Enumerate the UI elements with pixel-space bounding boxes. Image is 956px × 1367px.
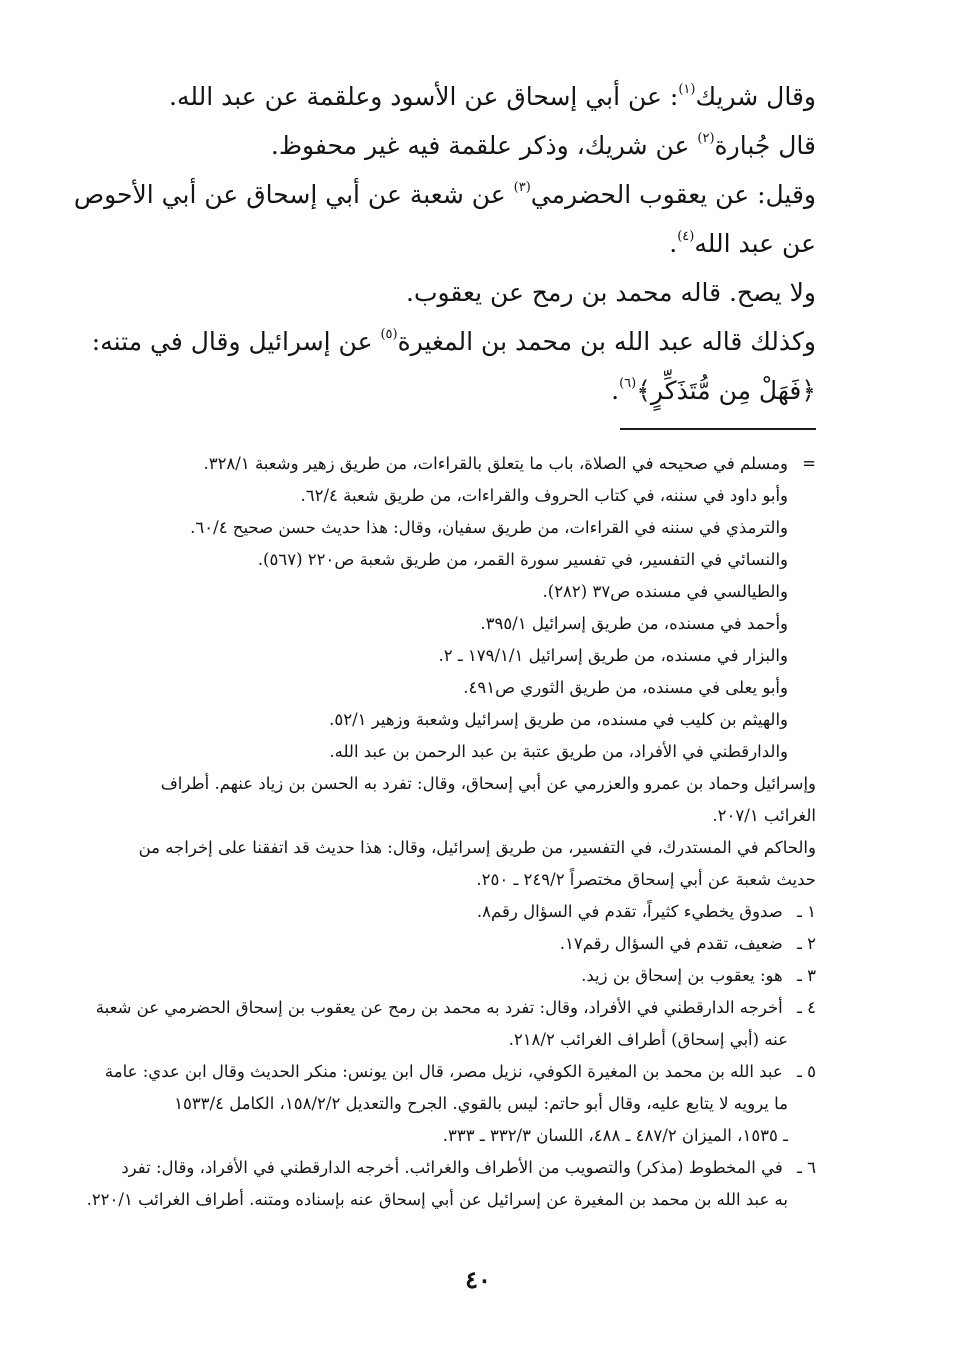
text: عن شريك، وذكر علقمة فيه غير محفوظ. bbox=[270, 131, 698, 160]
text: : عن أبي إسحاق عن الأسود وعلقمة عن عبد الله. bbox=[169, 82, 679, 111]
text: والبزار في مسنده، من طريق إسرائيل ١٧٩/١/١ ـ ٢. bbox=[438, 646, 788, 665]
text: ـ ١٥٣٥، الميزان ٤٨٧/٢ ـ ٤٨٨، اللسان ٣٣٢/٣ ـ ٣٣٣. bbox=[442, 1126, 788, 1145]
footnote-number: ٥ ـ bbox=[797, 1062, 816, 1081]
footnote-ref[interactable]: (٢) bbox=[697, 131, 715, 146]
footnote-line bbox=[108, 512, 816, 544]
text: وأبو داود في سننه، في كتاب الحروف والقراءات، من طريق شعبة ٦٢/٤. bbox=[300, 486, 788, 505]
footnote-line bbox=[108, 576, 816, 608]
footnote-number: ٣ ـ bbox=[797, 966, 816, 985]
text: الغرائب ٢٠٧/١. bbox=[712, 806, 816, 825]
footnote-number: ١ ـ bbox=[797, 902, 816, 921]
footnote-line bbox=[108, 1024, 816, 1056]
quran-verse: ﴿فَهَلْ مِن مُّتَذَكِّرٍ﴾ bbox=[636, 376, 816, 405]
text: ومسلم في صحيحه في الصلاة، باب ما يتعلق بالقراءات، من طريق زهير وشعبة ٣٢٨/١. bbox=[203, 454, 788, 473]
text: والهيثم بن كليب في مسنده، من طريق إسرائيل وشعبة وزهير ٥٢/١. bbox=[329, 710, 788, 729]
text: ما يرويه لا يتابع عليه، وقال أبو حاتم: ليس بالقوي. الجرح والتعديل ١٥٨/٢/٢، الكامل ١٥٣٣/٤ bbox=[174, 1094, 788, 1113]
footnotes bbox=[86, 448, 816, 1216]
footnote-number: ٢ ـ bbox=[797, 934, 816, 953]
text: والطيالسي في مسنده ص٣٧ (٢٨٢). bbox=[542, 582, 788, 601]
text: في المخطوط (مذكر) والتصويب من الأطراف والغرائب. أخرجه الدارقطني في الأفراد، وقال: تفرد bbox=[121, 1158, 783, 1177]
main-line bbox=[91, 317, 816, 366]
main-line bbox=[108, 268, 816, 317]
footnote-line bbox=[108, 640, 816, 672]
footnote-item bbox=[108, 960, 816, 992]
footnote-item bbox=[108, 1152, 816, 1184]
text: والترمذي في سننه في القراءات، من طريق سفيان، وقال: هذا حديث حسن صحيح ٦٠/٤. bbox=[190, 518, 788, 537]
footnote-ref[interactable]: (٣) bbox=[513, 180, 531, 195]
footnote-line bbox=[108, 736, 816, 768]
text: عن عبد الله bbox=[694, 229, 816, 258]
footnote-separator bbox=[620, 428, 816, 430]
footnote-line bbox=[108, 832, 816, 864]
main-line bbox=[108, 366, 816, 415]
main-line bbox=[108, 121, 816, 170]
text: عن إسرائيل وقال في متنه: bbox=[91, 327, 381, 356]
page-number: ٤٠ bbox=[465, 1265, 491, 1294]
text: قال جُبارة bbox=[714, 131, 816, 160]
text: وأبو يعلى في مسنده، من طريق الثوري ص٤٩١. bbox=[463, 678, 788, 697]
text: وقال شريك bbox=[695, 82, 816, 111]
text: . bbox=[611, 376, 620, 405]
footnote-line bbox=[108, 544, 816, 576]
text: حديث شعبة عن أبي إسحاق مختصراً ٢٤٩/٢ ـ ٢٥٠. bbox=[476, 870, 816, 889]
text: عبد الله بن محمد بن المغيرة الكوفي، نزيل مصر، قال ابن يونس: منكر الحديث وقال ابن عدي: عامة bbox=[104, 1062, 783, 1081]
footnote-number: ٦ ـ bbox=[797, 1158, 816, 1177]
text: عنه (أبي إسحاق) أطراف الغرائب ٢١٨/٢. bbox=[508, 1030, 788, 1049]
footnote-line bbox=[86, 1184, 816, 1216]
text: وقيل: عن يعقوب الحضرمي bbox=[530, 180, 816, 209]
footnote-item bbox=[104, 1056, 816, 1088]
text: هو: يعقوب بن إسحاق بن زيد. bbox=[581, 966, 783, 985]
footnote-ref[interactable]: (٥) bbox=[380, 327, 398, 342]
main-line bbox=[108, 72, 816, 121]
text: والدارقطني في الأفراد، من طريق عتبة بن عبد الرحمن بن عبد الله. bbox=[329, 742, 788, 761]
text: وأحمد في مسنده، من طريق إسرائيل ٣٩٥/١. bbox=[480, 614, 788, 633]
footnote-line bbox=[108, 608, 816, 640]
main-line bbox=[108, 219, 816, 268]
main-text bbox=[73, 72, 816, 415]
text: وكذلك قاله عبد الله بن محمد بن المغيرة bbox=[397, 327, 816, 356]
main-line bbox=[73, 170, 816, 219]
continuation-marker: = bbox=[802, 454, 816, 473]
text: والحاكم في المستدرك، في التفسير، من طريق إسرائيل، وقال: هذا حديث قد اتفقنا على إخراجه من bbox=[138, 838, 816, 857]
footnote-line bbox=[108, 864, 816, 896]
text: عن شعبة عن أبي إسحاق عن أبي الأحوص bbox=[73, 180, 514, 209]
text: والنسائي في التفسير، في تفسير سورة القمر، من طريق شعبة ص٢٢٠ (٥٦٧). bbox=[257, 550, 788, 569]
text: ولا يصح. قاله محمد بن رمح عن يعقوب. bbox=[406, 278, 816, 307]
text: ضعيف، تقدم في السؤال رقم١٧. bbox=[559, 934, 783, 953]
footnote-item bbox=[95, 992, 816, 1024]
footnote-line bbox=[108, 704, 816, 736]
footnote-line bbox=[108, 800, 816, 832]
footnote-line bbox=[108, 672, 816, 704]
text: صدوق يخطيء كثيراً، تقدم في السؤال رقم٨. bbox=[476, 902, 783, 921]
footnote-line bbox=[108, 480, 816, 512]
text: . bbox=[669, 229, 678, 258]
text: أخرجه الدارقطني في الأفراد، وقال: تفرد به محمد بن رمح عن يعقوب بن إسحاق الحضرمي عن شعبة bbox=[95, 998, 783, 1017]
footnote-line bbox=[108, 1120, 816, 1152]
footnote-line bbox=[108, 448, 816, 480]
text: به عبد الله بن محمد بن المغيرة عن إسرائيل عن أبي إسحاق عنه بإسناده ومتنه. أطراف الغرائب ٢٢٠/١. bbox=[86, 1190, 788, 1209]
footnote-line bbox=[108, 1088, 816, 1120]
footnote-item bbox=[108, 928, 816, 960]
footnote-ref[interactable]: (١) bbox=[678, 82, 696, 97]
text: وإسرائيل وحماد بن عمرو والعزرمي عن أبي إسحاق، وقال: تفرد به الحسن بن زياد عنهم. أطراف bbox=[160, 774, 816, 793]
footnote-line bbox=[108, 768, 816, 800]
footnote-ref[interactable]: (٤) bbox=[677, 229, 695, 244]
footnote-ref[interactable]: (٦) bbox=[619, 376, 637, 391]
footnote-number: ٤ ـ bbox=[797, 998, 816, 1017]
footnote-item bbox=[108, 896, 816, 928]
